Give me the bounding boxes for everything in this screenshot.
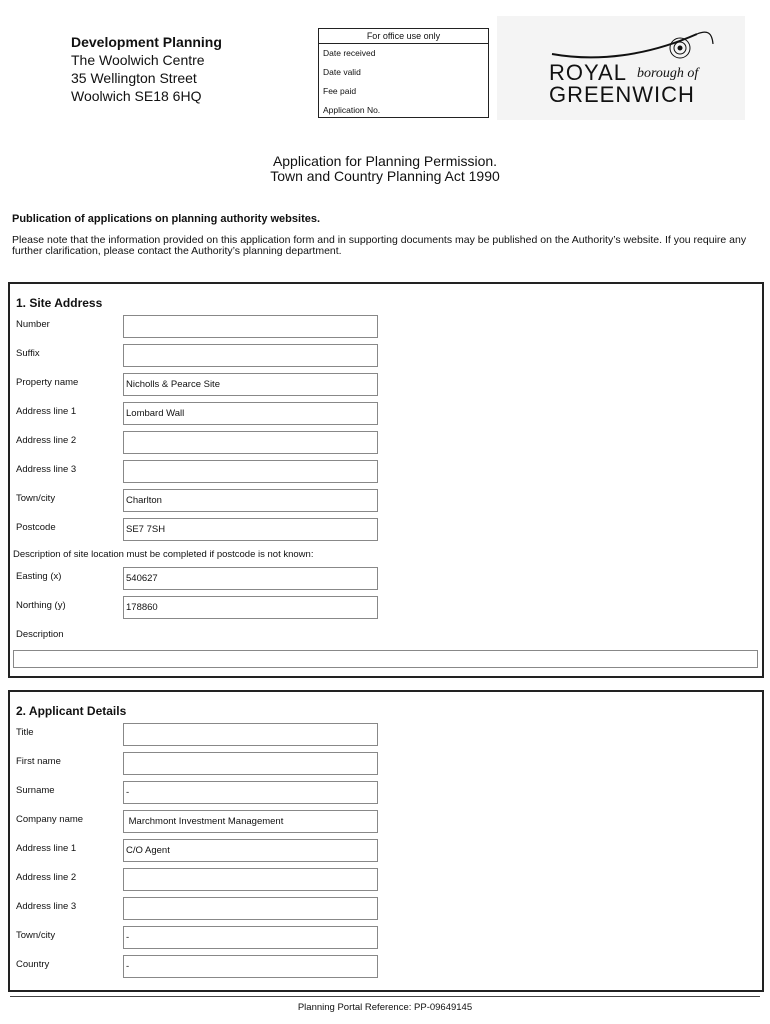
form-title: Application for Planning Permission.	[272, 153, 498, 169]
org-address-line: Woolwich SE18 6HQ	[71, 88, 202, 104]
field-label: Town/city	[16, 930, 56, 941]
title-field[interactable]	[123, 723, 378, 746]
address-line-3-field[interactable]	[123, 460, 378, 483]
section-title: 1. Site Address	[16, 296, 103, 310]
address-line-1-field[interactable]: C/O Agent	[123, 839, 378, 862]
easting-field[interactable]: 540627	[123, 567, 378, 590]
field-label: Title	[16, 727, 34, 738]
field-label: Company name	[16, 814, 84, 825]
company-name-field[interactable]: Marchmont Investment Management	[123, 810, 378, 833]
logo-borough: borough of	[637, 66, 699, 81]
office-use-row: Fee paid	[323, 86, 357, 96]
field-label: Address line 3	[16, 464, 77, 475]
logo-greenwich: GREENWICH	[549, 82, 695, 107]
address-line-2-field[interactable]	[123, 868, 378, 891]
field-label: Address line 2	[16, 435, 77, 446]
org-address-line: 35 Wellington Street	[71, 70, 197, 86]
field-label: Address line 2	[16, 872, 77, 883]
footer-divider	[10, 996, 760, 997]
field-label: Country	[16, 959, 50, 970]
town-city-field[interactable]: -	[123, 926, 378, 949]
address-line-2-field[interactable]	[123, 431, 378, 454]
town-city-field[interactable]: Charlton	[123, 489, 378, 512]
field-label: Postcode	[16, 522, 56, 533]
field-label: Town/city	[16, 493, 56, 504]
field-label: First name	[16, 756, 61, 767]
northing-field[interactable]: 178860	[123, 596, 378, 619]
first-name-field[interactable]	[123, 752, 378, 775]
description-field[interactable]	[13, 650, 758, 668]
royal-greenwich-logo	[497, 16, 745, 120]
site-address-section	[8, 282, 764, 678]
property-name-field[interactable]: Nicholls & Pearce Site	[123, 373, 378, 396]
field-label: Property name	[16, 377, 79, 388]
publication-text: Please note that the information provided on this application form and in supporting documents may be published on the Authority’s website. If you require any further clarification, please contact the Authority’s planning department.	[12, 234, 747, 257]
field-label: Address line 1	[16, 843, 77, 854]
country-field[interactable]: -	[123, 955, 378, 978]
address-line-1-field[interactable]: Lombard Wall	[123, 402, 378, 425]
field-label: Number	[16, 319, 50, 330]
field-label: Easting (x)	[16, 571, 62, 582]
postcode-field[interactable]: SE7 7SH	[123, 518, 378, 541]
suffix-field[interactable]	[123, 344, 378, 367]
surname-field[interactable]: -	[123, 781, 378, 804]
form-subtitle: Town and Country Planning Act 1990	[270, 168, 500, 184]
field-label: Address line 1	[16, 406, 77, 417]
location-note: Description of site location must be completed if postcode is not known:	[13, 549, 314, 560]
organisation-address	[71, 33, 222, 105]
field-label: Suffix	[16, 348, 40, 359]
office-use-row: Date received	[323, 48, 376, 58]
field-label: Description	[16, 629, 64, 640]
applicant-section	[8, 690, 764, 992]
logo-swoosh-icon	[497, 16, 745, 66]
section-title: 2. Applicant Details	[16, 704, 127, 718]
office-use-row: Application No.	[323, 105, 381, 115]
portal-reference: Planning Portal Reference: PP-09649145	[297, 1002, 473, 1013]
address-line-3-field[interactable]	[123, 897, 378, 920]
office-use-box	[318, 28, 489, 118]
publication-heading: Publication of applications on planning authority websites.	[12, 213, 321, 225]
office-use-title: For office use only	[319, 29, 488, 44]
field-label: Address line 3	[16, 901, 77, 912]
number-field[interactable]	[123, 315, 378, 338]
field-label: Northing (y)	[16, 600, 66, 611]
logo-royal: ROYAL	[549, 60, 627, 85]
office-use-row: Date valid	[323, 67, 361, 77]
org-name: Development Planning	[71, 34, 222, 50]
org-address-line: The Woolwich Centre	[71, 52, 205, 68]
field-label: Surname	[16, 785, 55, 796]
